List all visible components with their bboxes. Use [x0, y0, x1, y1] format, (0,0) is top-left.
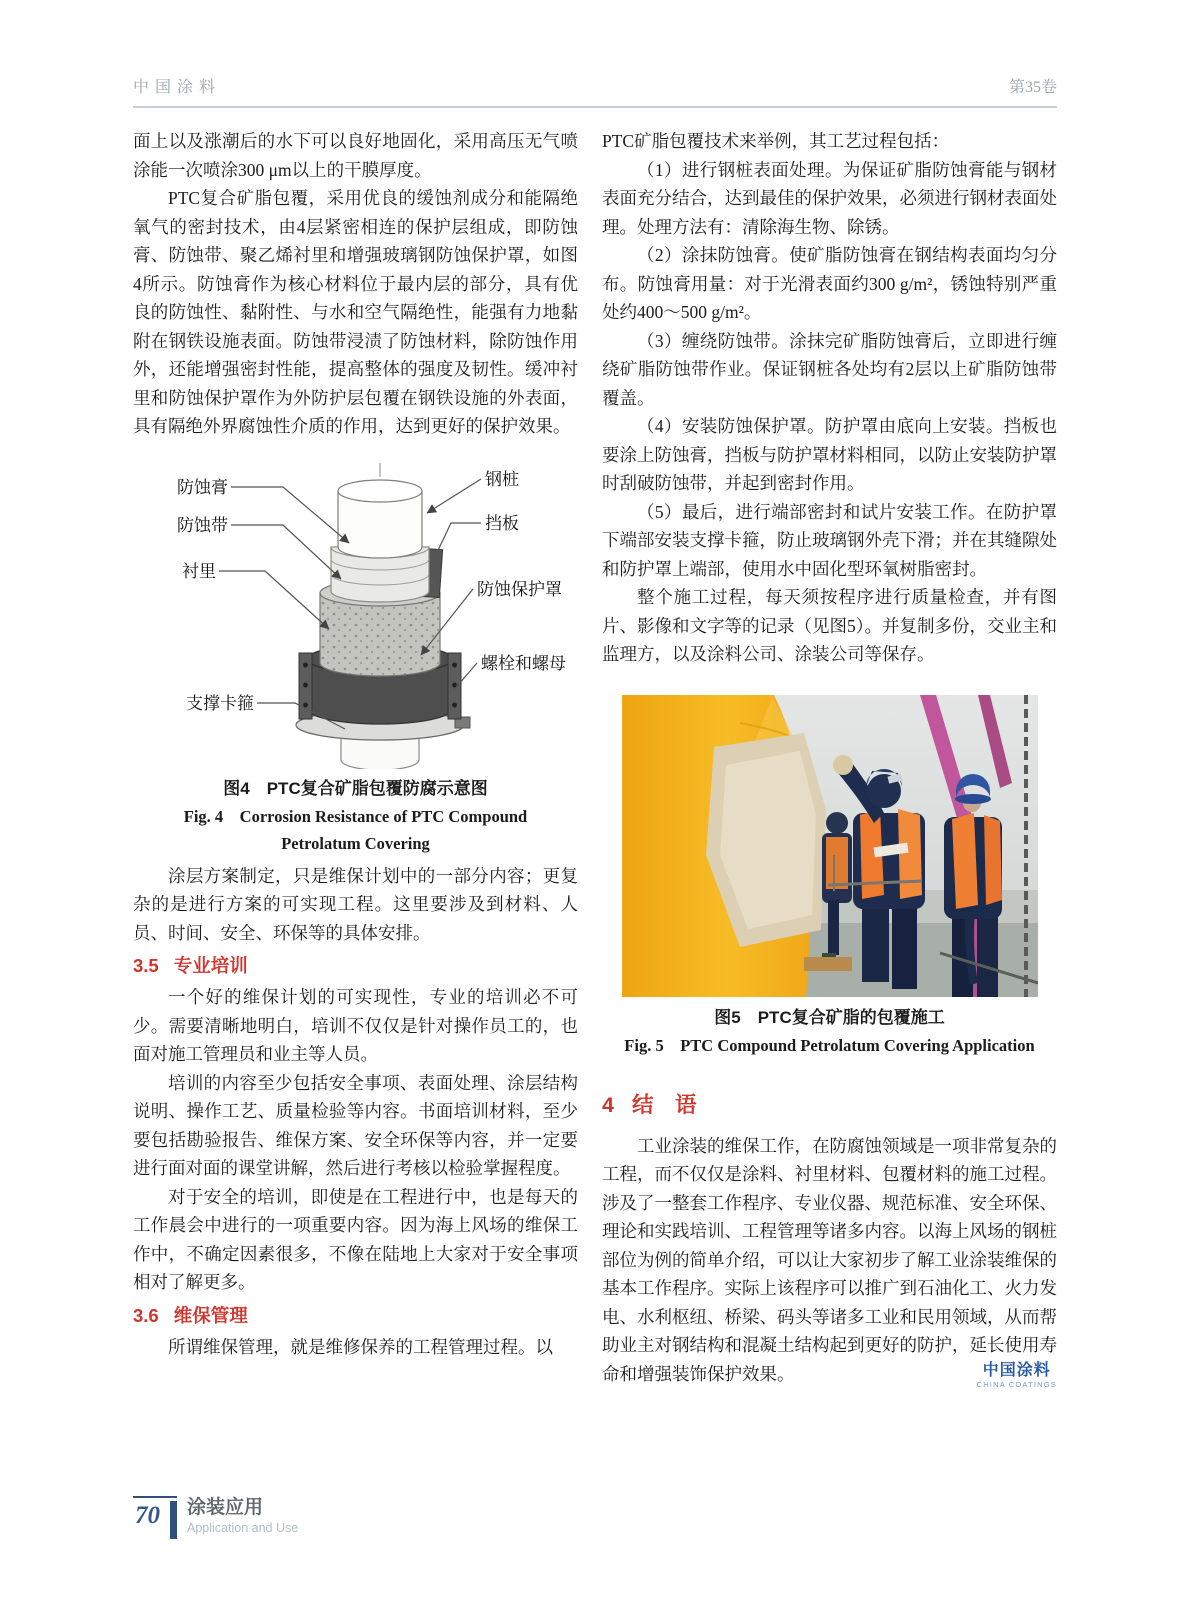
section-heading-4 [602, 1090, 1057, 1120]
page-number-block [133, 1496, 177, 1539]
figure4-caption-cn: 图4 PTC复合矿脂包覆防腐示意图 [223, 778, 488, 798]
section-title: 专业培训 [173, 955, 248, 976]
conclusion-wrap [602, 1132, 1057, 1389]
paragraph: （5）最后，进行端部密封和试片安装工作。在防护罩下端部安装支撑卡箍，防止玻璃钢外壳下滑；并在其缝隙处和防护罩上端部，使用水中固化型环氧树脂密封。 [602, 501, 1057, 579]
logo-text-en: CHINA COATINGS [976, 1379, 1057, 1389]
journal-title: 中国涂料 [133, 79, 222, 96]
left-column [133, 127, 578, 1388]
figure5-caption-en: Fig. 5 PTC Compound Petrolatum Covering Application [624, 1035, 1035, 1055]
paragraph: 整个施工过程，每天须按程序进行质量检查，并有图片、影像和文字等的记录（见图5）。并复制多份，交业主和监理方，以及涂料公司、涂装公司等保存。 [602, 587, 1057, 664]
paragraph: 工业涂装的维保工作，在防腐蚀领域是一项非常复杂的工程，而不仅仅是涂料、衬里材料、包覆材料的施工过程。涉及了一整套工作程序、专业仪器、规范标准、安全环保、理论和实践培训、工程管理等诸多内容。以海上风场的钢桩部位为例的简单介绍，可以让大家初步了解工业涂装维保的基本工作程序。实际上该程序可以推广到石油化工、火力发电、水利枢纽、桥梁、码头等诸多工业和民用领域，从而帮助业主对钢结构和混凝土结构起到更好的防护，延长使用寿命和增强装饰保护效果。 [602, 1135, 1057, 1384]
figure4-diagram [133, 457, 578, 769]
paragraph: 涂层方案制定，只是维保计划中的一部分内容；更复杂的是进行方案的可实现工程。这里要涉及到材料、人员、时间、安全、环保等的具体安排。 [133, 865, 578, 943]
section-number: 3.6 [133, 1304, 159, 1326]
diagram-label-steel-pile: 钢桩 [485, 469, 519, 489]
paragraph: 培训的内容至少包括安全事项、表面处理、涂层结构说明、操作工艺、质量检验等内容。书面培训材料，至少要包括勘验报告、维保方案、安全环保等内容，并一定要进行面对面的课堂讲解，然后进行考核以检验掌握程度。 [133, 1072, 578, 1178]
logo-text-cn: 中国涂料 [982, 1361, 1051, 1379]
footer-section-cn: 涂装应用 [187, 1497, 264, 1518]
paragraph: 对于安全的培训，即使是在工程进行中，也是每天的工作晨会中进行的一项重要内容。因为海上风场的维保工作中，不确定因素很多，不像在陆地上大家对于安全事项相对了解更多。 [133, 1186, 578, 1292]
section-heading-3-5 [133, 951, 578, 981]
paragraph: （4）安装防蚀保护罩。防护罩由底向上安装。挡板也要涂上防蚀膏，挡板与防护罩材料相同，以防止安装防护罩时刮破防蚀带，并起到密封作用。 [602, 416, 1057, 493]
leader-line [219, 571, 329, 629]
page-footer [133, 1496, 298, 1539]
page-header [133, 74, 1057, 108]
diagram-label-baffle: 挡板 [485, 513, 519, 533]
paragraph: （2）涂抹防蚀膏。使矿脂防蚀膏在钢结构表面均匀分布。防蚀膏用量：对于光滑表面约300 g/m²，锈蚀特别严重处约400～500 g/m²。 [602, 245, 1057, 322]
right-column [602, 127, 1057, 1388]
paragraph: 一个好的维保计划的可实现性，专业的培训必不可少。需要清晰地明白，培训不仅仅是针对操作员工的，也面对施工管理员和业主等人员。 [133, 987, 578, 1064]
leader-line [427, 479, 481, 513]
figure5-caption-cn: 图5 PTC复合矿脂的包覆施工 [714, 1007, 945, 1027]
leader-line [231, 487, 349, 543]
paragraph: PTC矿脂包覆技术来举例，其工艺过程包括： [602, 131, 950, 151]
figure5-block [602, 695, 1057, 1058]
section-title: 结 语 [631, 1092, 697, 1117]
figure4-caption-en-line1: Fig. 4 Corrosion Resistance of PTC Compound [183, 806, 528, 826]
footer-section [187, 1496, 298, 1537]
footer-bar [170, 1501, 177, 1539]
paragraph: PTC复合矿脂包覆，采用优良的缓蚀剂成分和能隔绝氧气的密封技术，由4层紧密相连的保护层组成，即防蚀膏、防蚀带、聚乙烯衬里和增强玻璃钢防蚀保护罩，如图4所示。防蚀膏作为核心材料位于最内层的部分，具有优良的防蚀性、黏附性、与水和空气隔绝性，能强有力地黏附在钢铁设施表面。防蚀带浸渍了防蚀材料，除防蚀作用外，还能增强密封性能，提高整体的强度及韧性。缓冲衬里和防蚀保护罩作为外防护层包覆在钢铁设施的外表面，具有隔绝外界腐蚀性介质的作用，达到更好的保护效果。 [133, 188, 578, 436]
figure4-caption-en-line2: Petrolatum Covering [281, 833, 430, 853]
section-number: 3.5 [133, 955, 159, 976]
diagram-label-anticorrosion-paste: 防蚀膏 [177, 477, 228, 497]
section-heading-3-6 [133, 1301, 578, 1331]
paragraph: （3）缠绕防蚀带。涂抹完矿脂防蚀膏后，立即进行缠绕矿脂防蚀带作业。保证钢桩各处均有2层以上矿脂防蚀带覆盖。 [602, 330, 1057, 408]
two-column-body [133, 127, 1057, 1388]
paragraph: 面上以及涨潮后的水下可以良好地固化，采用高压无气喷涂能一次喷涂300 μm以上的干膜厚度。 [133, 131, 578, 180]
figure4-block [133, 457, 578, 856]
section-number: 4 [602, 1092, 614, 1117]
paragraph: （1）进行钢桩表面处理。为保证矿脂防蚀膏能与钢材表面充分结合，达到最佳的保护效果，必须进行钢材表面处理。处理方法有：清除海生物、除锈。 [602, 159, 1057, 237]
page-number: 70 [135, 1502, 160, 1529]
paragraph: 所谓维保管理，就是维修保养的工程管理过程。以 [168, 1336, 553, 1357]
diagram-label-liner: 衬里 [182, 561, 216, 581]
section-title: 维保管理 [173, 1304, 248, 1326]
china-coatings-logo [977, 1363, 1057, 1389]
figure5-photo [622, 695, 1038, 997]
diagram-label-support-clamp: 支撑卡箍 [186, 693, 254, 713]
volume-label: 第35卷 [1008, 79, 1057, 96]
diagram-label-protective-cover: 防蚀保护罩 [477, 579, 562, 599]
diagram-label-bolts-nuts: 螺栓和螺母 [481, 653, 566, 673]
diagram-label-anticorrosion-tape: 防蚀带 [177, 515, 228, 535]
plank [804, 957, 852, 971]
footer-section-en: Application and Use [187, 1521, 299, 1535]
